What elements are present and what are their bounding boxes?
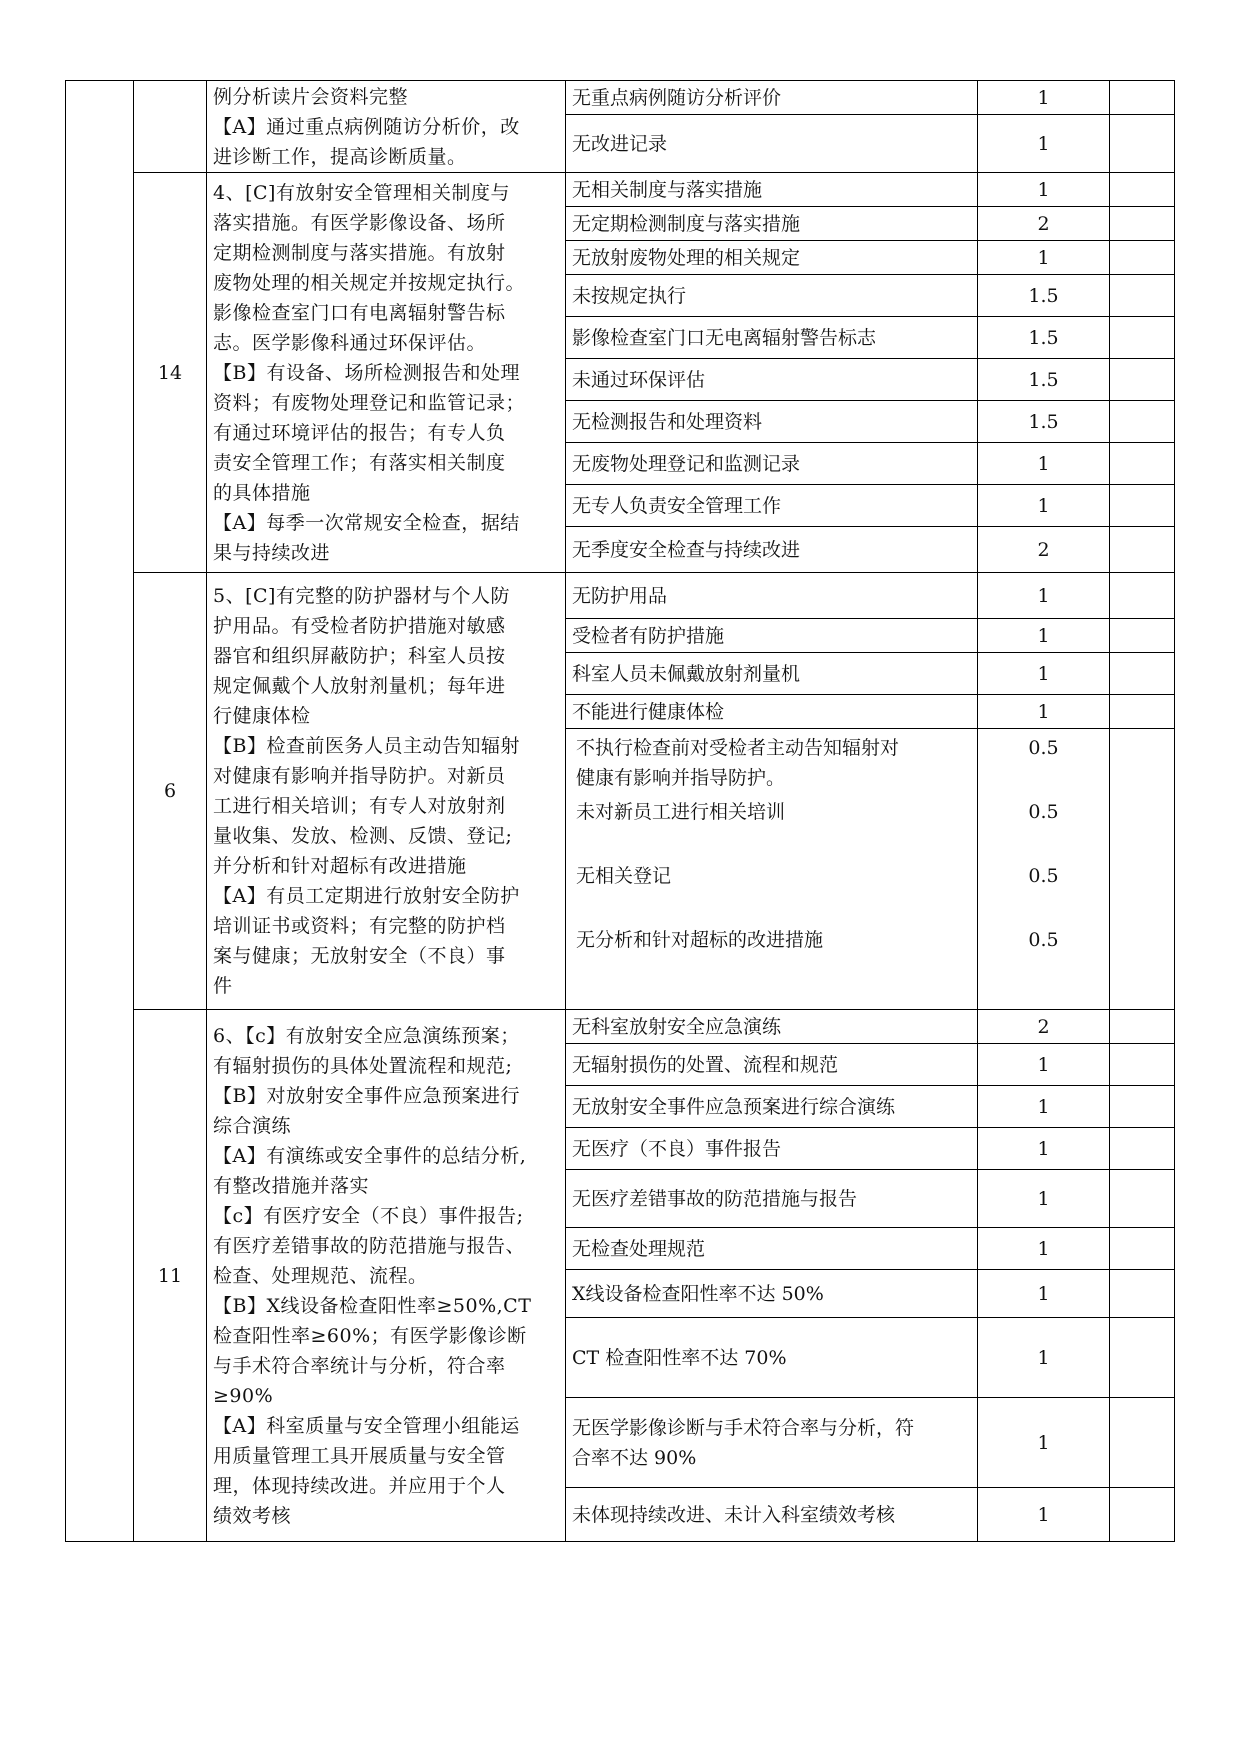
deduction-text: 无改进记录	[572, 132, 668, 155]
remarks-cell	[1110, 1228, 1175, 1270]
standard-line: 废物处理的相关规定并按规定执行。	[213, 271, 526, 294]
deduction-value: 1	[1037, 1431, 1050, 1454]
deduction-value: 1	[1037, 700, 1050, 723]
deduction-value: 2	[1037, 212, 1050, 235]
deduction-text: 无废物处理登记和监测记录	[572, 452, 801, 475]
deduction-value: 1	[1037, 1237, 1050, 1260]
deduction-value: 1.5	[1028, 326, 1059, 349]
remarks-cell	[1110, 275, 1175, 317]
deduction-item	[566, 527, 978, 573]
remarks-cell	[1110, 241, 1175, 275]
deduction-item	[566, 241, 978, 275]
deduction-value: 1	[1037, 1503, 1050, 1526]
evaluation-table	[65, 80, 1175, 1542]
deduction-text: 无定期检测制度与落实措施	[572, 212, 801, 235]
deduction-text: 无医学影像诊断与手术符合率与分析，符	[572, 1416, 915, 1439]
standard-line: 案与健康；无放射安全（不良）事	[213, 945, 506, 967]
deduction-value: 0.5	[1028, 801, 1059, 823]
standard-line: 资料；有废物处理登记和监管记录；	[213, 391, 526, 414]
standard-line: 【B】有设备、场所检测报告和处理	[213, 361, 520, 384]
score-cell	[134, 81, 207, 173]
remarks-cell	[1110, 1086, 1175, 1128]
deduction-item	[566, 1318, 978, 1398]
deduction-value: 1.5	[1028, 284, 1059, 307]
deduction-value: 1.5	[1028, 410, 1059, 433]
standard-line: 【c】有医疗安全（不良）事件报告;	[213, 1204, 524, 1227]
score-cell	[134, 573, 207, 1010]
standard-line: 【A】科室质量与安全管理小组能运	[213, 1414, 520, 1437]
deduction-points	[978, 573, 1110, 619]
standard-line: 有整改措施并落实	[213, 1174, 370, 1197]
deduction-value: 1	[1037, 1053, 1050, 1076]
deduction-item	[566, 1086, 978, 1128]
remarks-cell	[1110, 173, 1175, 207]
deduction-item	[566, 207, 978, 241]
deduction-item	[566, 275, 978, 317]
deduction-value: 1	[1037, 494, 1050, 517]
deduction-value: 1	[1037, 86, 1050, 109]
standard-line: 检查、处理规范、流程。	[213, 1264, 428, 1287]
deduction-item	[566, 1488, 978, 1542]
deduction-text: 无医疗（不良）事件报告	[572, 1137, 782, 1160]
table-row	[66, 81, 1175, 115]
remarks-cell	[1110, 1270, 1175, 1318]
deduction-entry	[576, 861, 969, 925]
remarks-cell	[1110, 359, 1175, 401]
deduction-points	[978, 359, 1110, 401]
deduction-value: 1	[1037, 624, 1050, 647]
deduction-text: 未体现持续改进、未计入科室绩效考核	[572, 1503, 896, 1526]
deduction-points	[978, 317, 1110, 359]
standard-line: 有通过环境评估的报告；有专人负	[213, 421, 506, 444]
deduction-text: 无相关登记	[576, 865, 672, 887]
remarks-cell	[1110, 401, 1175, 443]
deduction-points	[978, 81, 1110, 115]
remarks-cell	[1110, 207, 1175, 241]
standard-line: 规定佩戴个人放射剂量机；每年进	[213, 675, 506, 697]
deduction-value: 1	[1037, 1187, 1050, 1210]
deduction-points	[978, 443, 1110, 485]
deduction-text: 无防护用品	[572, 584, 668, 607]
deduction-text: 无科室放射安全应急演练	[572, 1015, 782, 1038]
standard-cell	[207, 573, 566, 1010]
deduction-text: 健康有影响并指导防护。	[576, 767, 786, 789]
score-cell	[134, 1010, 207, 1542]
remarks-cell	[1110, 317, 1175, 359]
deduction-value: 1.5	[1028, 368, 1059, 391]
deduction-item	[566, 317, 978, 359]
score-value: 11	[157, 1264, 183, 1287]
deduction-text: 无分析和针对超标的改进措施	[576, 929, 824, 951]
remarks-cell	[1110, 653, 1175, 695]
remarks-cell	[1110, 1398, 1175, 1488]
deduction-points	[978, 729, 1110, 1010]
deduction-text: X线设备检查阳性率不达 50%	[572, 1282, 824, 1305]
deduction-value: 2	[1037, 538, 1050, 561]
deduction-item	[566, 619, 978, 653]
deduction-value: 1	[1037, 246, 1050, 269]
standard-line: 器官和组织屏蔽防护；科室人员按	[213, 645, 506, 667]
standard-line: 并分析和针对超标有改进措施	[213, 855, 467, 877]
deduction-value: 1	[1037, 452, 1050, 475]
standard-line: 对健康有影响并指导防护。对新员	[213, 765, 506, 787]
standard-line: 影像检查室门口有电离辐射警告标	[213, 301, 506, 324]
deduction-text: 未对新员工进行相关培训	[576, 801, 786, 823]
deduction-entry	[576, 925, 969, 1005]
deduction-points	[978, 1044, 1110, 1086]
standard-line: 量收集、发放、检测、反馈、登记;	[213, 825, 513, 847]
remarks-cell	[1110, 443, 1175, 485]
standard-line: 责安全管理工作；有落实相关制度	[213, 451, 506, 474]
deduction-value: 1	[1037, 1346, 1050, 1369]
deduction-points	[978, 401, 1110, 443]
deduction-points	[978, 1318, 1110, 1398]
remarks-cell	[1110, 1318, 1175, 1398]
standard-line: 落实措施。有医学影像设备、场所	[213, 211, 506, 234]
remarks-cell	[1110, 1170, 1175, 1228]
remarks-cell	[1110, 573, 1175, 619]
deduction-item	[566, 729, 978, 1010]
deduction-item	[566, 401, 978, 443]
standard-line: 绩效考核	[213, 1504, 292, 1527]
deduction-points	[978, 653, 1110, 695]
standard-line: 件	[213, 975, 233, 997]
deduction-text: 无专人负责安全管理工作	[572, 494, 782, 517]
standard-line: 行健康体检	[213, 705, 311, 727]
deduction-text: 未按规定执行	[572, 284, 687, 307]
remarks-cell	[1110, 527, 1175, 573]
deduction-value: 1	[1037, 132, 1050, 155]
standard-line: 有辐射损伤的具体处置流程和规范;	[213, 1054, 513, 1077]
standard-line: 用质量管理工具开展质量与安全管	[213, 1444, 506, 1467]
standard-line: 培训证书或资料；有完整的防护档	[213, 915, 506, 937]
deduction-text: 无辐射损伤的处置、流程和规范	[572, 1053, 839, 1076]
deduction-text: 无检查处理规范	[572, 1237, 706, 1260]
standard-line: 【A】每季一次常规安全检查，据结	[213, 511, 520, 534]
deduction-points	[978, 527, 1110, 573]
deduction-text: 无医疗差错事故的防范措施与报告	[572, 1187, 858, 1210]
deduction-value: 2	[1037, 1015, 1050, 1038]
deduction-text: 不能进行健康体检	[572, 700, 725, 723]
deduction-item	[566, 1170, 978, 1228]
standard-line: 检查阳性率≥60%；有医学影像诊断	[213, 1324, 527, 1347]
standard-line: 的具体措施	[213, 481, 311, 504]
remarks-cell	[1110, 1044, 1175, 1086]
deduction-text: 受检者有防护措施	[572, 624, 725, 647]
deduction-entry	[576, 797, 969, 861]
standard-line: 例分析读片会资料完整	[213, 85, 409, 108]
deduction-points	[978, 275, 1110, 317]
standard-cell	[207, 173, 566, 573]
deduction-text: 无重点病例随访分析评价	[572, 86, 782, 109]
deduction-points	[978, 1228, 1110, 1270]
standard-line: 【B】检查前医务人员主动告知辐射	[213, 735, 520, 757]
deduction-text: 无检测报告和处理资料	[572, 410, 763, 433]
deduction-text: 无季度安全检查与持续改进	[572, 538, 801, 561]
standard-line: 【A】有演练或安全事件的总结分析,	[213, 1144, 527, 1167]
table-row	[66, 173, 1175, 207]
deduction-item	[566, 1044, 978, 1086]
standard-line: 与手术符合率统计与分析，符合率	[213, 1354, 506, 1377]
remarks-cell	[1110, 1488, 1175, 1542]
deduction-value: 0.5	[1028, 737, 1059, 759]
deduction-text: 未通过环保评估	[572, 368, 706, 391]
deduction-text: 合率不达 90%	[572, 1446, 697, 1469]
deduction-item	[566, 173, 978, 207]
deduction-value: 1	[1037, 662, 1050, 685]
deduction-item	[566, 1228, 978, 1270]
standard-line: ≥90%	[213, 1384, 274, 1407]
deduction-value: 1	[1037, 584, 1050, 607]
category-cell	[66, 81, 134, 1542]
remarks-cell	[1110, 729, 1175, 1010]
deduction-value: 0.5	[1028, 865, 1059, 887]
deduction-points	[978, 1086, 1110, 1128]
deduction-points	[978, 1488, 1110, 1542]
standard-cell	[207, 81, 566, 173]
deduction-item	[566, 485, 978, 527]
remarks-cell	[1110, 695, 1175, 729]
standard-line: 综合演练	[213, 1114, 292, 1137]
deduction-text: 影像检查室门口无电离辐射警告标志	[572, 326, 877, 349]
deduction-points	[978, 1128, 1110, 1170]
remarks-cell	[1110, 1128, 1175, 1170]
remarks-cell	[1110, 81, 1175, 115]
deduction-entry	[576, 733, 969, 797]
deduction-points	[978, 173, 1110, 207]
deduction-points	[978, 619, 1110, 653]
deduction-points	[978, 241, 1110, 275]
score-value: 6	[163, 780, 177, 802]
standard-line: 护用品。有受检者防护措施对敏感	[213, 615, 506, 637]
deduction-text: 无放射安全事件应急预案进行综合演练	[572, 1095, 896, 1118]
standard-line: 理，体现持续改进。并应用于个人	[213, 1474, 506, 1497]
deduction-item	[566, 359, 978, 401]
deduction-item	[566, 443, 978, 485]
deduction-item	[566, 1270, 978, 1318]
deduction-item	[566, 115, 978, 173]
deduction-item	[566, 1398, 978, 1488]
deduction-value: 1	[1037, 1137, 1050, 1160]
standard-line: 【B】对放射安全事件应急预案进行	[213, 1084, 520, 1107]
deduction-item	[566, 1010, 978, 1044]
deduction-text: 无相关制度与落实措施	[572, 178, 763, 201]
deduction-points	[978, 1170, 1110, 1228]
deduction-points	[978, 115, 1110, 173]
deduction-value: 0.5	[1028, 929, 1059, 951]
deduction-points	[978, 1010, 1110, 1044]
deduction-points	[978, 207, 1110, 241]
standard-line: 4、[C]有放射安全管理相关制度与	[213, 181, 510, 204]
deduction-item	[566, 81, 978, 115]
deduction-text: 无放射废物处理的相关规定	[572, 246, 801, 269]
standard-line: 果与持续改进	[213, 541, 331, 564]
standard-line: 定期检测制度与落实措施。有放射	[213, 241, 506, 264]
remarks-cell	[1110, 115, 1175, 173]
deduction-item	[566, 1128, 978, 1170]
deduction-text: CT 检查阳性率不达 70%	[572, 1346, 787, 1369]
score-value: 14	[157, 361, 183, 384]
standard-line: 志。医学影像科通过环保评估。	[213, 331, 487, 354]
deduction-item	[566, 573, 978, 619]
deduction-text: 科室人员未佩戴放射剂量机	[572, 662, 801, 685]
table-row	[66, 1010, 1175, 1044]
remarks-cell	[1110, 1010, 1175, 1044]
deduction-value: 1	[1037, 178, 1050, 201]
deduction-item	[566, 695, 978, 729]
standard-line: 【B】X线设备检查阳性率≥50%,CT	[213, 1294, 532, 1317]
remarks-cell	[1110, 485, 1175, 527]
deduction-value: 1	[1037, 1095, 1050, 1118]
standard-line: 5、[C]有完整的防护器材与个人防	[213, 585, 510, 607]
deduction-value: 1	[1037, 1282, 1050, 1305]
standard-line: 进诊断工作，提高诊断质量。	[213, 145, 467, 168]
table-row	[66, 573, 1175, 619]
deduction-points	[978, 485, 1110, 527]
standard-line: 【A】有员工定期进行放射安全防护	[213, 885, 520, 907]
standard-line: 【A】通过重点病例随访分析价，改	[213, 115, 520, 138]
deduction-points	[978, 695, 1110, 729]
standard-cell	[207, 1010, 566, 1542]
deduction-points	[978, 1398, 1110, 1488]
standard-line: 工进行相关培训；有专人对放射剂	[213, 795, 506, 817]
remarks-cell	[1110, 619, 1175, 653]
score-cell	[134, 173, 207, 573]
deduction-item	[566, 653, 978, 695]
deduction-points	[978, 1270, 1110, 1318]
deduction-text: 不执行检查前对受检者主动告知辐射对	[576, 737, 900, 759]
standard-line: 有医疗差错事故的防范措施与报告、	[213, 1234, 526, 1257]
standard-line: 6、【c】有放射安全应急演练预案；	[213, 1024, 520, 1047]
